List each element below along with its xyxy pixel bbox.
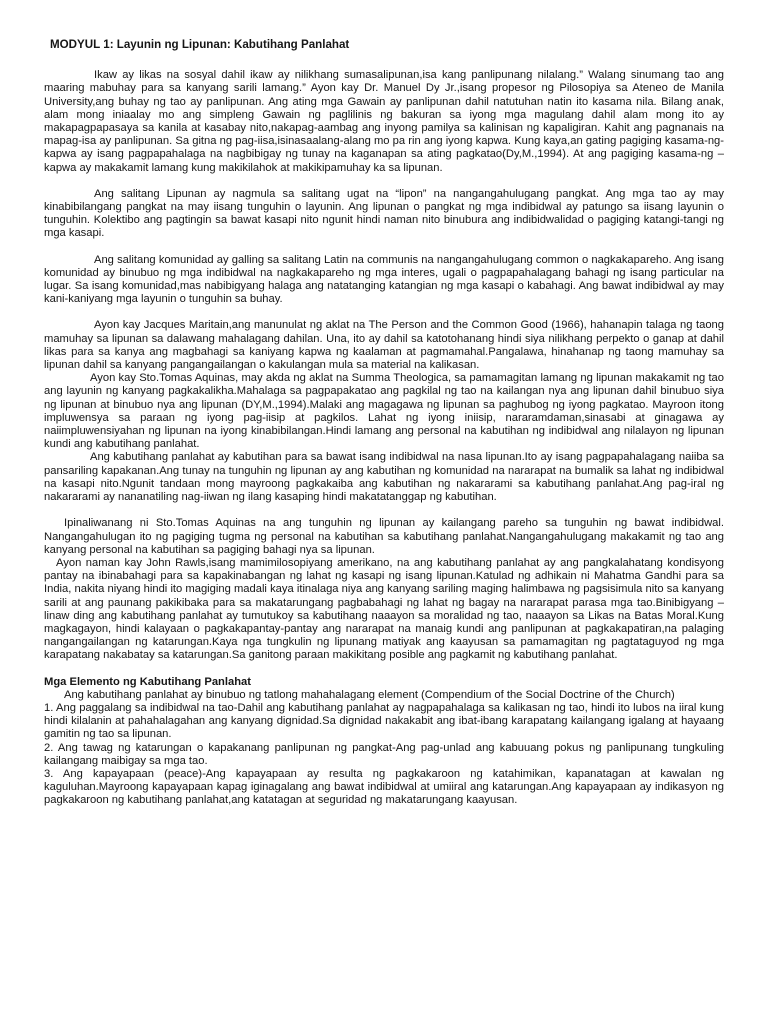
paragraph-komunidad: Ang salitang komunidad ay galling sa salitang Latin na communis na nangangahulugang common o nagkakapareho. Ang isang komunidad ay binubuo ng mga indibidwal na nagkakapareho ng mga interes, ugali o pagpapahalagang bahagi ng isang particular na lugar. Sa isang komunidad,mas nabibigyang halaga ang natatanging katangian ng mga kasapi o kabahagi. Ang bawat indibidwal ay may kani-kaniyang mga layunin o tunguhin sa buhay. — [44, 253, 724, 306]
paragraph-rawls: Ayon naman kay John Rawls,isang mamimilosopiyang amerikano, na ang kabutihang panlahat ay ang pangkalahatang kondisyong pantay na ibinabahagi para sa kapakinabangan ng lahat ng kasapi ng isang lipunan.Katulad ng adhikain ni Mahatma Gandhi para sa India, nakita niyang hindi ito magiging madali kaya itinalaga niya ang kanyang sariling maging halimbawa ng pagsisimula nito sa kanyang sarili at ang paunang pakikibaka para sa makatarungang pagbabahagi ng lahat ng bagay na nararapat parasa mga tao.Binibigyang –linaw ding ang kabutihang panlahat ay tumutukoy sa kabutihang naaayon sa moralidad ng tao, naaayon sa Likas na Batas Moral.Kung magkagayon, hindi kalayaan o pagkakapantay-pantay ang nararapat na manaig kundi ang panlipunan at pagkakapatiran,na palaging nangangailangan ng katarungan.Kaya nga tungkulin ng lipunang matiyak ang kaayusan sa pamamagitan ng pagtataguyod ng mga karapatang nakabatay sa katarungan.Sa ganitong paraan makikitang posible ang pagkamit ng kabutihang panlahat. — [44, 556, 724, 662]
paragraph-kabutihang-panlahat: Ang kabutihang panlahat ay kabutihan para sa bawat isang indibidwal na nasa lipunan.Ito ay isang pagpapahalagang naiiba sa pansariling kapakanan.Ang tunay na tunguhin ng lipunan ay ang kabutihan ng komunidad na nararapat na bumalik sa lahat ng indibidwal na kasapi nito.Ngunit tandaan mong mayroong pagkakaiba ang kabutihan ng nakararami sa kabutihang panlahat.Ang pag-iral ng nakararami ay nananatiling nag-iiwan ng ilang kasaping hindi makatatanggap ng kabutihan. — [44, 451, 724, 504]
elements-intro: Ang kabutihang panlahat ay binubuo ng tatlong mahahalagang element (Compendium of the Social Doctrine of the Church) — [64, 688, 675, 701]
paragraph-aquinas: Ayon kay Sto.Tomas Aquinas, may akda ng aklat na Summa Theologica, sa pamamagitan lamang ng lipunan makakamit ng tao ang layunin ng kanyang pagkakalikha.Mahalaga sa pagpapakatao ang pagkilal ng tao na kailangan nya ang lipunan dahil binubuo siya ng lipunan at binubuo nya ang lipunan (DY,M.,1994).Malaki ang magagawa ng lipunan sa paghubog ng iyong pagkatao. Mayroon itong impluwensya sa paraan ng iyong pag-iisip at pagkilos. Lahat ng iyong iniisip, nararamdaman,sinasabi at ginagawa ay naiimpluwensiyahan ng lipunan na iyong kinabibilangan.Hindi lamang ang personal na kabutihan ng indibidwal ang nilalayon ng lipunan kundi ang kabutihang panlahat. — [44, 372, 724, 451]
element-item-3: 3. Ang kapayapaan (peace)-Ang kapayapaan ay resulta ng pagkakaroon ng katahimikan, kapanatagan at kawalan ng kaguluhan.Mayroong kapayapaan kapag iginagalang ang bawat indibidwal at umiiral ang katarungan.Ang kapayapaan ay indikasyon ng pagkakaroon ng kabutihang panlahat,ang katatagan at seguridad ng makatarungang kaayusan. — [44, 767, 724, 807]
element-item-2: 2. Ang tawag ng katarungan o kapakanang panlipunan ng pangkat-Ang pag-unlad ang kabuuang pokus ng panlipunang tungkuling kailangang maibigay sa mga tao. — [44, 741, 724, 767]
paragraph-intro: Ikaw ay likas na sosyal dahil ikaw ay nilikhang sumasalipunan,isa kang panlipunang nilalang.” Walang sinumang tao ang maaring mabuhay para sa kanyang sarili lamang.” Ayon kay Dr. Manuel Dy Jr.,isang propesor ng Pilosopiya sa Ateneo de Manila University,ang buhay ng tao ay panlipunan. Ang ating mga Gawain ay panlipunan dahil natutuhan natin ito kasama nila. Bilang anak, alam mong iniaalay mo ang simpleng Gawain ng paglilinis ng bakuran sa iyong mga magulang dahil alam mong ito ay makapagpapasaya sa kanila at kasabay nito,nakapag-aambag ang inyong pamilya sa kalinisan ng kapaligiran. Kahit ang pagnanais na mapag-isa ay panlipunan. Sa gitna ng pag-iisa,isinasaalang-alang mo pa rin ang iyong kapwa. Kung kaya,an gating pagiging kasama-ng-kapwa ay isang pagpapahalaga na nagbibigay ng tunay na kaganapan sa ating pagkatao(Dy,M.,1994). At ang pagiging kasama-ng –kapwa ay makakamit lamang kung makikilahok at makikipamuhay ka sa lipunan. — [44, 69, 724, 174]
paragraph-lipunan: Ang salitang Lipunan ay nagmula sa salitang ugat na “lipon” na nangangahulugang pangkat. Ang mga tao ay may kinabibilangang pangkat na may iisang tunguhin o layunin. Ang lipunan o pangkat ng mga indibidwal ay patungo sa iisang layunin o tunguhin. Kolektibo ang pagtingin sa bawat kasapi nito ngunit hindi naman nito binubura ang indibidwalidad o pagiging katangi-tangi ng mga kasapi. — [44, 187, 724, 240]
element-item-1: 1. Ang paggalang sa indibidwal na tao-Dahil ang kabutihang panlahat ay nagpapahalaga sa kalikasan ng tao, hindi ito lubos na iiral kung hindi kilalanin at pahahalagahan ang kanyang dignidad.Sa dignidad nakakabit ang ibat-ibang karapatang kailangang igalang at hayaang gamitin ng tao sa lipunan. — [44, 701, 724, 741]
section-heading-elements: Mga Elemento ng Kabutihang Panlahat — [44, 675, 251, 688]
paragraph-maritain: Ayon kay Jacques Maritain,ang manunulat ng aklat na The Person and the Common Good (1966), hahanapin talaga ng taong mamuhay sa lipunan sa dalawang mahalagang dahilan. Una, ito ay dahil sa katotohanang hindi siya nilikhang perpekto o ganap at dahil likas para sa kanya ang magbahagi sa kaniyang kapwa ng kaalaman at pagmamahal.Pangalawa, hinahanap ng taong mamuhay sa lipunan dahil sa kanyang pangangailangan o kakulangan mula sa material na kalikasan. — [44, 319, 724, 372]
module-title: MODYUL 1: Layunin ng Lipunan: Kabutihang Panlahat — [50, 38, 350, 51]
paragraph-aquinas-paliwanag: Ipinaliwanang ni Sto.Tomas Aquinas na ang tunguhin ng lipunan ay kailangang pareho sa tunguhin ng bawat indibidwal. Nangangahulugan ito ng pagiging tugma ng personal na kabutihan sa kabutihang panlahat.Nangangahulugang makakamit ng tao ang kanyang personal na kabutihan sa pagiging bahagi nya sa lipunan. — [44, 517, 724, 556]
